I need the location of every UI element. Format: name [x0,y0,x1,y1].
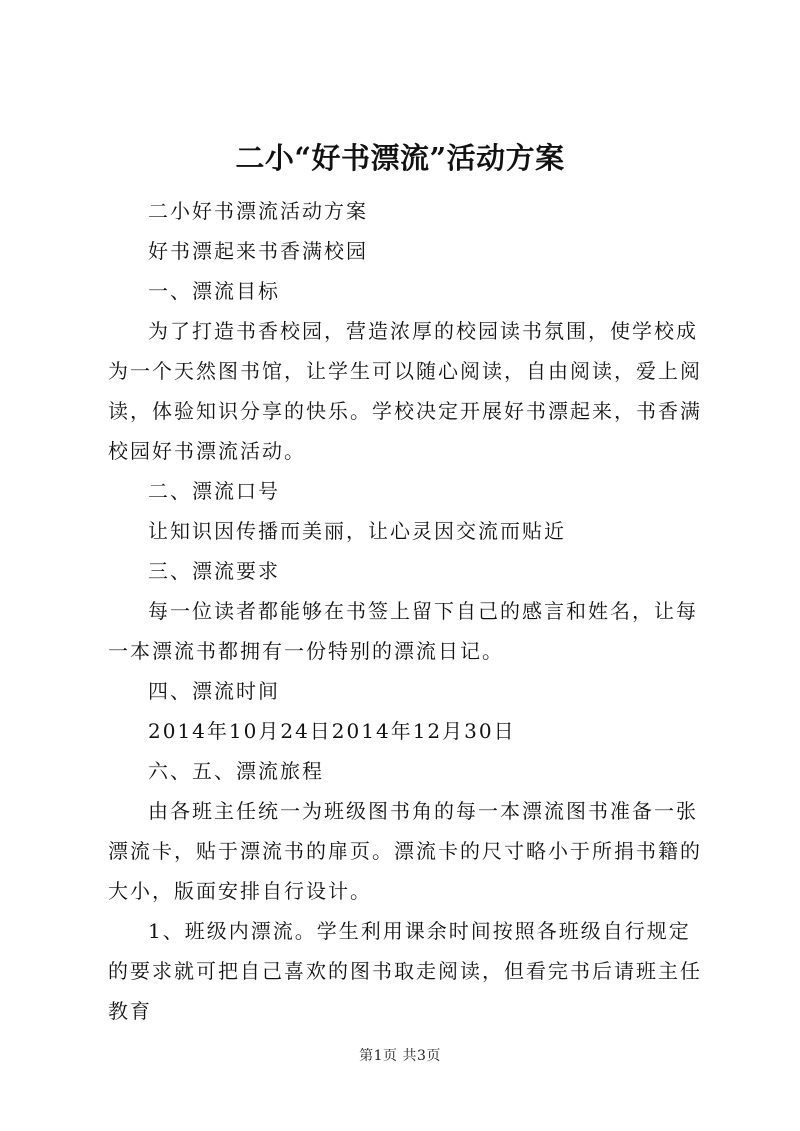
section-heading: 三、漂流要求 [148,559,280,583]
section-heading: 六、五、漂流旅程 [148,759,324,783]
paragraph: 由各班主任统一为班级图书角的每一本漂流图书准备一张漂流卡，贴于漂流书的扉页。漂流卡的尺寸略小于所捐书籍的大小，版面安排自行设计。 [108,799,702,903]
section-heading: 二、漂流口号 [148,479,280,503]
paragraph: 2014年10月24日2014年12月30日 [148,719,516,743]
section-heading: 四、漂流时间 [148,679,280,703]
section-heading: 一、漂流目标 [148,279,280,303]
paragraph: 好书漂起来书香满校园 [148,239,368,263]
page-footer: 第1页 共3页 [359,1048,441,1064]
paragraph: 为了打造书香校园，营造浓厚的校园读书氛围，使学校成为一个天然图书馆，让学生可以随心阅读，自由阅读，爱上阅读，体验知识分享的快乐。学校决定开展好书漂起来，书香满校园好书漂流活动。 [108,319,702,463]
document-body [108,191,708,1031]
paragraph: 每一位读者都能够在书签上留下自己的感言和姓名，让每一本漂流书都拥有一份特别的漂流日记。 [108,599,698,663]
paragraph: 让知识因传播而美丽，让心灵因交流而贴近 [148,519,566,543]
document-title: 二小“好书漂流”活动方案 [235,141,565,175]
paragraph: 1、班级内漂流。学生利用课余时间按照各班级自行规定的要求就可把自己喜欢的图书取走阅读，但看完书后请班主任教育 [108,919,702,1023]
paragraph: 二小好书漂流活动方案 [148,199,368,223]
